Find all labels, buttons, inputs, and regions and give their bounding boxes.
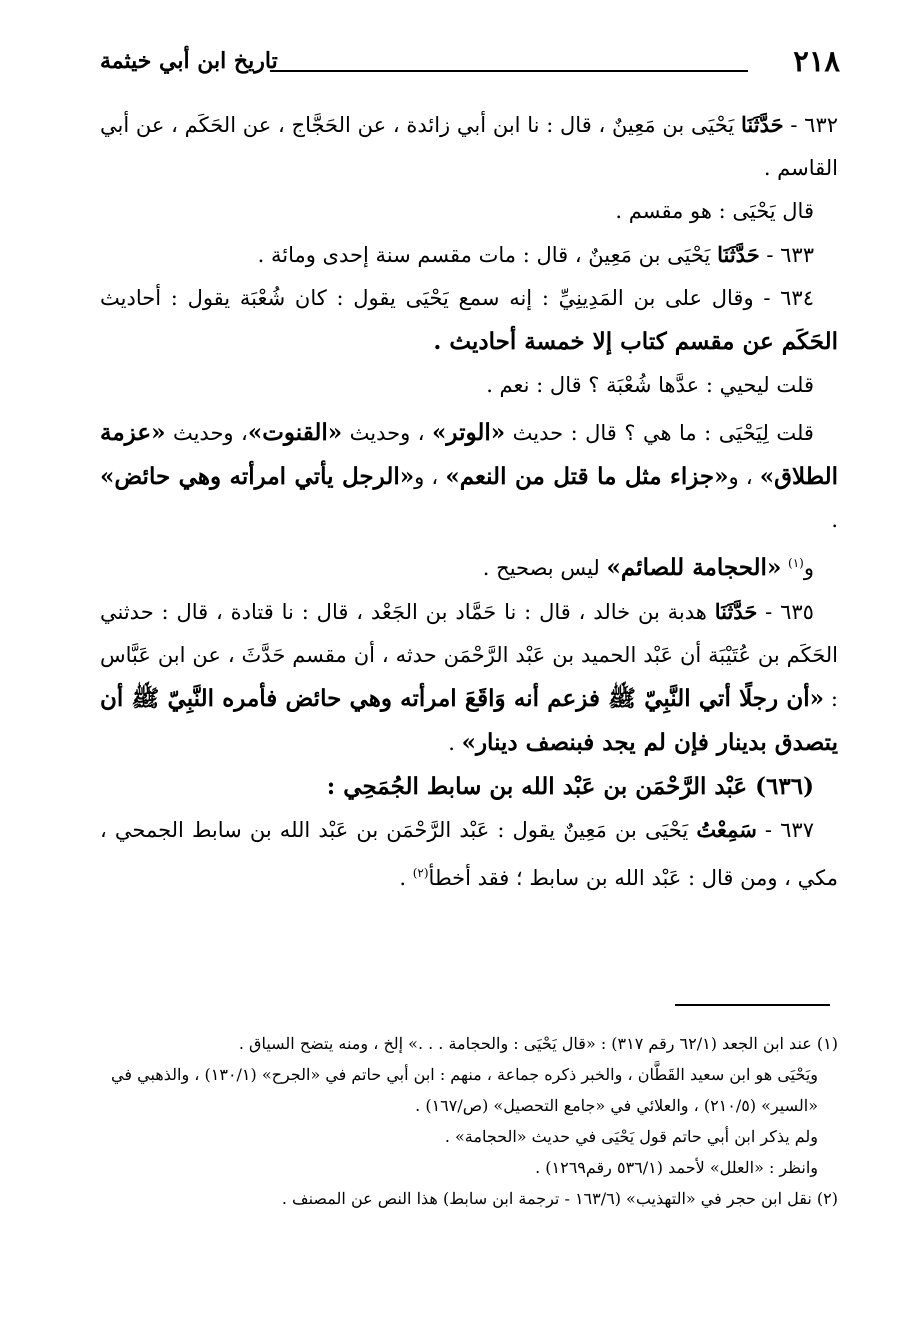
entry-number: ٦٣٧ - xyxy=(764,818,814,842)
entry-632 xyxy=(100,103,838,190)
entry-text: يَحْيَى بن مَعِينٌ ، قال : نا ابن أبي زائدة ، عن الحَجَّاج ، عن الحَكَم ، عن أبي القاسم . xyxy=(100,113,838,180)
hadith-title: «الرجل يأتي امرأته وهي حائض» xyxy=(100,463,415,490)
entry-634 xyxy=(100,277,838,364)
connector: ، و xyxy=(728,465,753,489)
main-text xyxy=(100,103,838,900)
footnote-1-detail: وانظر : «العلل» لأحمد (٥٣٦/١ رقم١٢٦٩) . xyxy=(535,1158,818,1177)
footnote-2: (٢) نقل ابن حجر في «التهذيب» (١٦٣/٦ - ترجمة ابن سابط) هذا النص عن المصنف . xyxy=(281,1189,838,1208)
page-number: ٢١٨ xyxy=(793,44,840,78)
entry-text: ٦٣٤ - وقال على بن المَدِينِيِّ : إنه سمع يَحْيَى يقول : كان شُعْبَة يقول : أحاديث xyxy=(100,286,814,310)
connector: ، وحديث xyxy=(172,421,248,445)
haddathana: حَدَّثَنَا xyxy=(714,599,758,624)
entry-632-note: قال يَحْيَى : هو مقسم . xyxy=(615,199,814,223)
footnote-marker: (٢) xyxy=(412,866,429,880)
haddathana: حَدَّثَنَا xyxy=(740,112,784,137)
hadith-title: «الحجامة للصائم» xyxy=(606,554,782,581)
note-text: ليس بصحيح . xyxy=(482,556,600,580)
hadith-title: «القنوت» xyxy=(247,419,343,446)
question-text: قلت لِيَحْيَى : ما هي ؟ قال : حديث xyxy=(512,421,814,445)
haddathana: حَدَّثَنَا xyxy=(717,242,760,267)
footnote-marker: (١) xyxy=(788,556,804,570)
footnote-1-detail: ويَحْيَى هو ابن سعيد القَطَّان ، والخبر ذكره جماعة ، منهم : ابن أبي حاتم في «الجرح» (١٣٠/١) ، والذهبي في «السير» (٢١٠/٥) ، والعلائي في «جامع التحصيل» (ص/١٦٧) . xyxy=(111,1065,818,1115)
punctuation: . xyxy=(448,731,455,755)
entry-633 xyxy=(100,233,838,277)
punctuation: . xyxy=(399,866,407,890)
footnote-1-detail: ولم يذكر ابن أبي حاتم قول يَحْيَى في حديث «الحجامة» . xyxy=(444,1127,818,1146)
entry-637 xyxy=(100,808,838,900)
page-header xyxy=(100,40,840,90)
hijama-note xyxy=(100,542,838,590)
entry-text: هدبة بن خالد ، قال : نا حَمَّاد بن الجَعْد ، قال : نا قتادة ، قال : حدثني الحَكَم بن عُتَيْبَة أن عَبْد الحميد بن عَبْد الرَّحْمَن حدثه ، أن مقسم حَدَّثَ ، عن ابن عَبَّاس : xyxy=(100,600,838,711)
entry-number: ٦٣٢ - xyxy=(790,113,839,137)
bold-statement: الحَكَم عن مقسم كتاب إلا خمسة أحاديث . xyxy=(433,328,838,355)
entry-text: يَحْيَى بن مَعِينٌ ، قال : مات مقسم سنة إحدى ومائة . xyxy=(257,243,711,267)
hadith-title: «الوتر» xyxy=(432,419,506,446)
hadith-title: «جزاء مثل ما قتل من النعم» xyxy=(445,463,729,490)
connector: و xyxy=(803,556,814,580)
entry-text: يَحْيَى بن مَعِينٌ يقول : عَبْد الرَّحْمَن بن عَبْد الله بن سابط الجمحي ، مكي ، ومن قال : عَبْد الله بن سابط ؛ فقد أخطأ xyxy=(100,818,838,890)
entry-634-question-1: قلت ليحيي : عدَّها شُعْبَة ؟ قال : نعم . xyxy=(486,373,814,397)
punctuation: . xyxy=(831,508,838,532)
footnotes xyxy=(100,1028,838,1214)
entry-634-question-2 xyxy=(100,411,838,542)
header-rule xyxy=(270,70,748,72)
footnote-rule xyxy=(675,1004,830,1006)
book-title: تاريخ ابن أبي خيثمة xyxy=(100,48,278,74)
entry-number: ٦٣٣ - xyxy=(766,243,814,267)
entry-636-heading: (٦٣٦) عَبْد الرَّحْمَن بن عَبْد الله بن سابط الجُمَحِي : xyxy=(326,773,814,800)
hadith-title: «عزمة الطلاق» xyxy=(100,419,838,490)
entry-number: ٦٣٥ - xyxy=(765,600,814,624)
connector: ، وحديث xyxy=(349,421,425,445)
hadith-text: «أن رجلًا أتي النَّبِيّ ﷺ فزعم أنه وَاقَعَ امرأته وهي حائض فأمره النَّبِيّ ﷺ أن يتصدق بدينار فإن لم يجد فبنصف دينار» xyxy=(100,685,838,756)
footnote-1: (١) عند ابن الجعد (٦٢/١ رقم ٣١٧) : «قال يَحْيَى : والحجامة . . .» إلخ ، ومنه يتضح السياق . xyxy=(238,1034,838,1053)
connector: ، و xyxy=(414,465,439,489)
samitu: سَمِعْتُ xyxy=(696,817,757,842)
entry-635 xyxy=(100,590,838,765)
